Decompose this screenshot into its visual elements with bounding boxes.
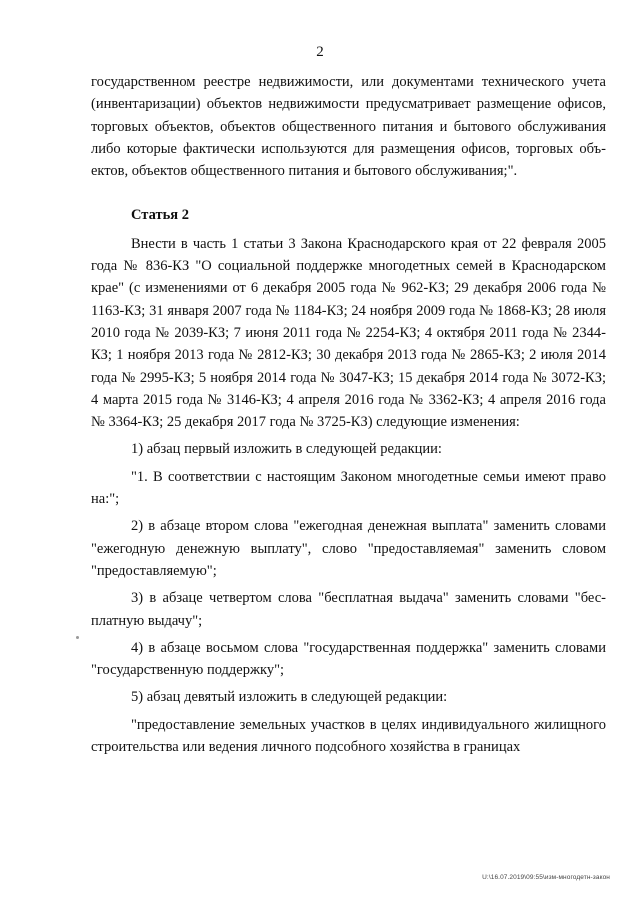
footer-file-code: U:\16.07.2019\09:55\изм-многодетн-закон [482, 874, 610, 881]
paragraph-amendment-intro: Внести в часть 1 статьи 3 Закона Краснодарского края от 22 февраля 2005 года № 836-КЗ "О социальной поддержке многодетных семей в Краснодарском крае" (с изменениями от 6 декабря 2005 года № 962-КЗ; 29 декабря 2006 года № 1163-КЗ; 31 января 2007 года № 1184-КЗ; 24 ноября 2009 года № 1868-КЗ; 28 июля 2010 года № 2039-КЗ; 7 июня 2011 года № 2254-КЗ; 4 октября 2011 года № 2344-КЗ; 1 ноября 2013 года № 2812-КЗ; 30 декабря 2013 года № 2865-КЗ; 2 июля 2014 года № 2995-КЗ; 5 ноября 2014 года № 3047-КЗ; 15 декабря 2014 года № 3072-КЗ; 4 марта 2015 года № 3146-КЗ; 4 апреля 2016 года № 3362-КЗ; 4 апреля 2016 года № 3364-КЗ; 25 декабря 2017 года № 3725-КЗ) следующие изменения: [91, 235, 606, 431]
article-heading: Статья 2 [131, 207, 189, 224]
paragraph-item-1: 1) абзац первый изложить в следующей редакции: [131, 441, 442, 458]
page-number: 2 [316, 44, 324, 60]
scan-margin-mark [76, 636, 79, 639]
paragraph-item-4: 4) в абзаце восьмом слова "государственная поддержка" заменить словами "государственную поддержку"; [91, 639, 606, 679]
document-body [91, 71, 606, 763]
paragraph-item-5: 5) абзац девятый изложить в следующей редакции: [131, 689, 448, 706]
paragraph-item-3: 3) в абзаце четвертом слова "бесплатная выдача" заменить словами "бесплатную выдачу"; [91, 590, 606, 629]
paragraph-item-1-text: "1. В соответствии с настоящим Законом многодетные семьи имеют право на:"; [91, 468, 606, 508]
paragraph-item-5-text: "предоставление земельных участков в целях индивидуального жилищного строительства или ведения личного подсобного хозяйства в границах [91, 716, 606, 756]
paragraph-item-2: 2) в абзаце втором слова "ежегодная денежная выплата" заменить словами "ежегодную денежную выплату", слово "предоставляемая" заменить словом "предоставляемую"; [91, 518, 606, 579]
paragraph-continuation: государственном реестре недвижимости, или документами технического учета (инвентаризации) объектов недвижимости предусматривает размещение офисов, торговых объектов, объектов общественного питания и бытового обслуживания либо которые фактически используются для размещения офисов, торговых объектов, объектов общественного питания и бытового обслуживания;". [91, 74, 606, 180]
